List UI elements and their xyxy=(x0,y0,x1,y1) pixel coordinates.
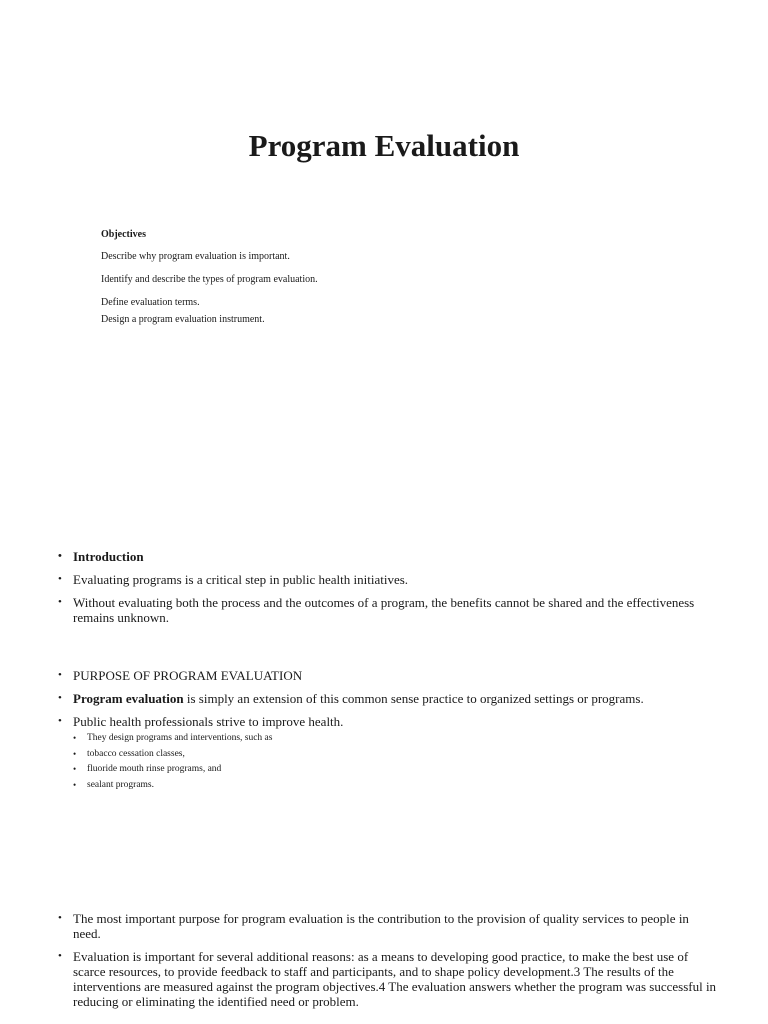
purpose-item-bold: Program evaluation xyxy=(73,691,184,706)
objective-item: Define evaluation terms. xyxy=(101,297,200,308)
sub-list-item: • They design programs and interventions, such as xyxy=(58,733,718,744)
page-title: Program Evaluation xyxy=(248,128,520,163)
objectives-heading: Objectives xyxy=(101,229,146,240)
objective-item: Design a program evaluation instrument. xyxy=(101,314,265,325)
objectives-block xyxy=(101,229,318,326)
introduction-item: • Evaluating programs is a critical step in public health initiatives. xyxy=(58,572,718,587)
sub-list-item: • fluoride mouth rinse programs, and xyxy=(58,764,718,775)
introduction-item: • Without evaluating both the process and the outcomes of a program, the benefits cannot be shared and the effectiveness remains unknown. xyxy=(58,595,718,625)
introduction-heading: • Introduction xyxy=(58,549,718,564)
purpose-section xyxy=(58,668,718,795)
purpose-sublist xyxy=(58,733,718,791)
sub-list-item: • sealant programs. xyxy=(58,780,718,791)
importance-section xyxy=(58,911,718,1009)
sub-list-item: • tobacco cessation classes, xyxy=(58,749,718,760)
purpose-heading: • PURPOSE OF PROGRAM EVALUATION xyxy=(58,668,718,683)
importance-item: • The most important purpose for program evaluation is the contribution to the provision of quality services to people in need. xyxy=(58,911,718,941)
purpose-item-with-sublist xyxy=(58,714,718,791)
objective-item: Describe why program evaluation is important. xyxy=(101,251,290,262)
introduction-section xyxy=(58,549,718,625)
purpose-item-text: Public health professionals strive to improve health. xyxy=(73,714,344,729)
purpose-item xyxy=(58,691,718,706)
importance-item: • Evaluation is important for several additional reasons: as a means to developing good practice, to make the best use of scarce resources, to provide feedback to staff and participants, and to shape policy development.3 The results of the interventions are measured against the program objectives.4 The evaluation answers whether the program was successful in reducing or eliminating the identified need or problem. xyxy=(58,949,718,1009)
purpose-item-rest: is simply an extension of this common sense practice to organized settings or programs. xyxy=(183,691,644,706)
objective-item: Identify and describe the types of program evaluation. xyxy=(101,274,318,285)
